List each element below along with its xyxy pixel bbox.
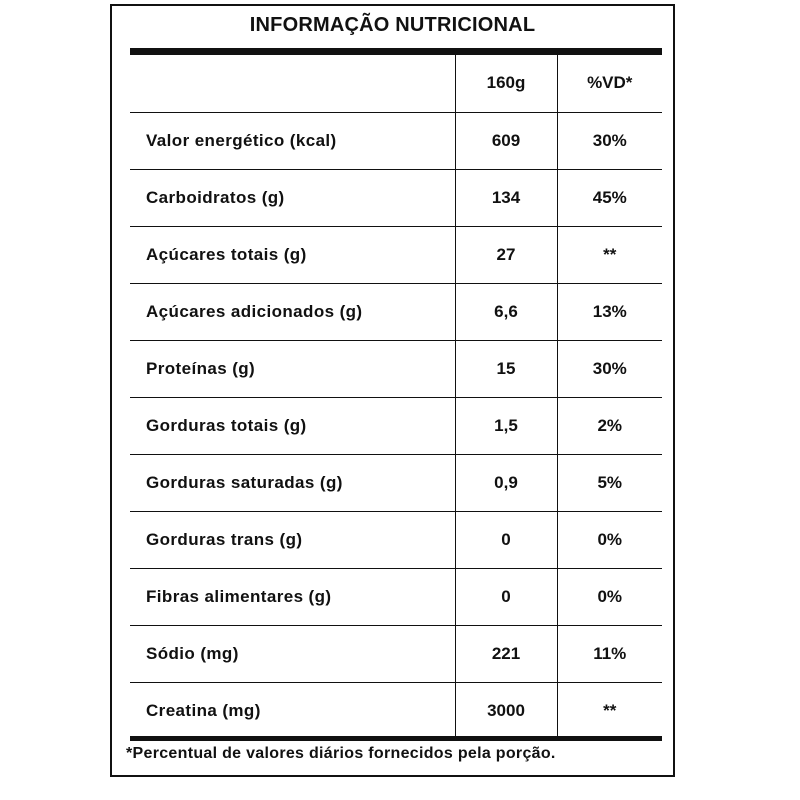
nutrient-name: Açúcares adicionados (g) (130, 283, 455, 340)
nutrient-name: Gorduras saturadas (g) (130, 454, 455, 511)
nutrient-value: 0 (455, 511, 557, 568)
header-vd: %VD* (557, 55, 662, 112)
nutrient-vd: 2% (557, 397, 662, 454)
header-portion: 160g (455, 55, 557, 112)
nutrient-vd: 0% (557, 568, 662, 625)
nutrient-vd: 0% (557, 511, 662, 568)
nutrient-vd: 11% (557, 625, 662, 682)
nutrient-value: 3000 (455, 682, 557, 739)
table-row (130, 226, 662, 283)
nutrient-name: Fibras alimentares (g) (130, 568, 455, 625)
nutrient-value: 0,9 (455, 454, 557, 511)
nutrient-vd: 30% (557, 340, 662, 397)
table-row (130, 340, 662, 397)
nutrient-name: Gorduras trans (g) (130, 511, 455, 568)
nutrient-value: 1,5 (455, 397, 557, 454)
nutrient-value: 27 (455, 226, 557, 283)
nutrition-table (130, 55, 662, 739)
nutrient-name: Gorduras totais (g) (130, 397, 455, 454)
table-row (130, 568, 662, 625)
nutrient-vd: ** (557, 682, 662, 739)
nutrient-name: Proteínas (g) (130, 340, 455, 397)
top-divider (130, 48, 662, 55)
table-row (130, 397, 662, 454)
table-row (130, 454, 662, 511)
nutrient-value: 221 (455, 625, 557, 682)
nutrient-value: 15 (455, 340, 557, 397)
label-title: INFORMAÇÃO NUTRICIONAL (249, 14, 536, 36)
footnote: *Percentual de valores diários fornecidos pela porção. (126, 745, 556, 762)
table-row (130, 682, 662, 739)
nutrient-name: Creatina (mg) (146, 700, 261, 720)
table-header-row (130, 55, 662, 112)
table-row (130, 112, 662, 169)
nutrient-vd: 13% (557, 283, 662, 340)
nutrient-name: Açúcares totais (g) (130, 226, 455, 283)
nutrient-value: 609 (455, 112, 557, 169)
nutrient-vd: 30% (557, 112, 662, 169)
nutrient-name: Sódio (mg) (130, 625, 455, 682)
table-row (130, 169, 662, 226)
nutrient-name: Valor energético (kcal) (130, 112, 455, 169)
nutrient-value: 0 (455, 568, 557, 625)
nutrient-vd: ** (557, 226, 662, 283)
nutrition-label (110, 4, 675, 777)
table-row (130, 283, 662, 340)
table-row (130, 625, 662, 682)
nutrient-value: 134 (455, 169, 557, 226)
bottom-divider (130, 736, 662, 741)
nutrient-vd: 45% (557, 169, 662, 226)
nutrient-value: 6,6 (455, 283, 557, 340)
nutrient-vd: 5% (557, 454, 662, 511)
header-name-cell (130, 55, 455, 112)
table-row (130, 511, 662, 568)
nutrient-name: Carboidratos (g) (130, 169, 455, 226)
